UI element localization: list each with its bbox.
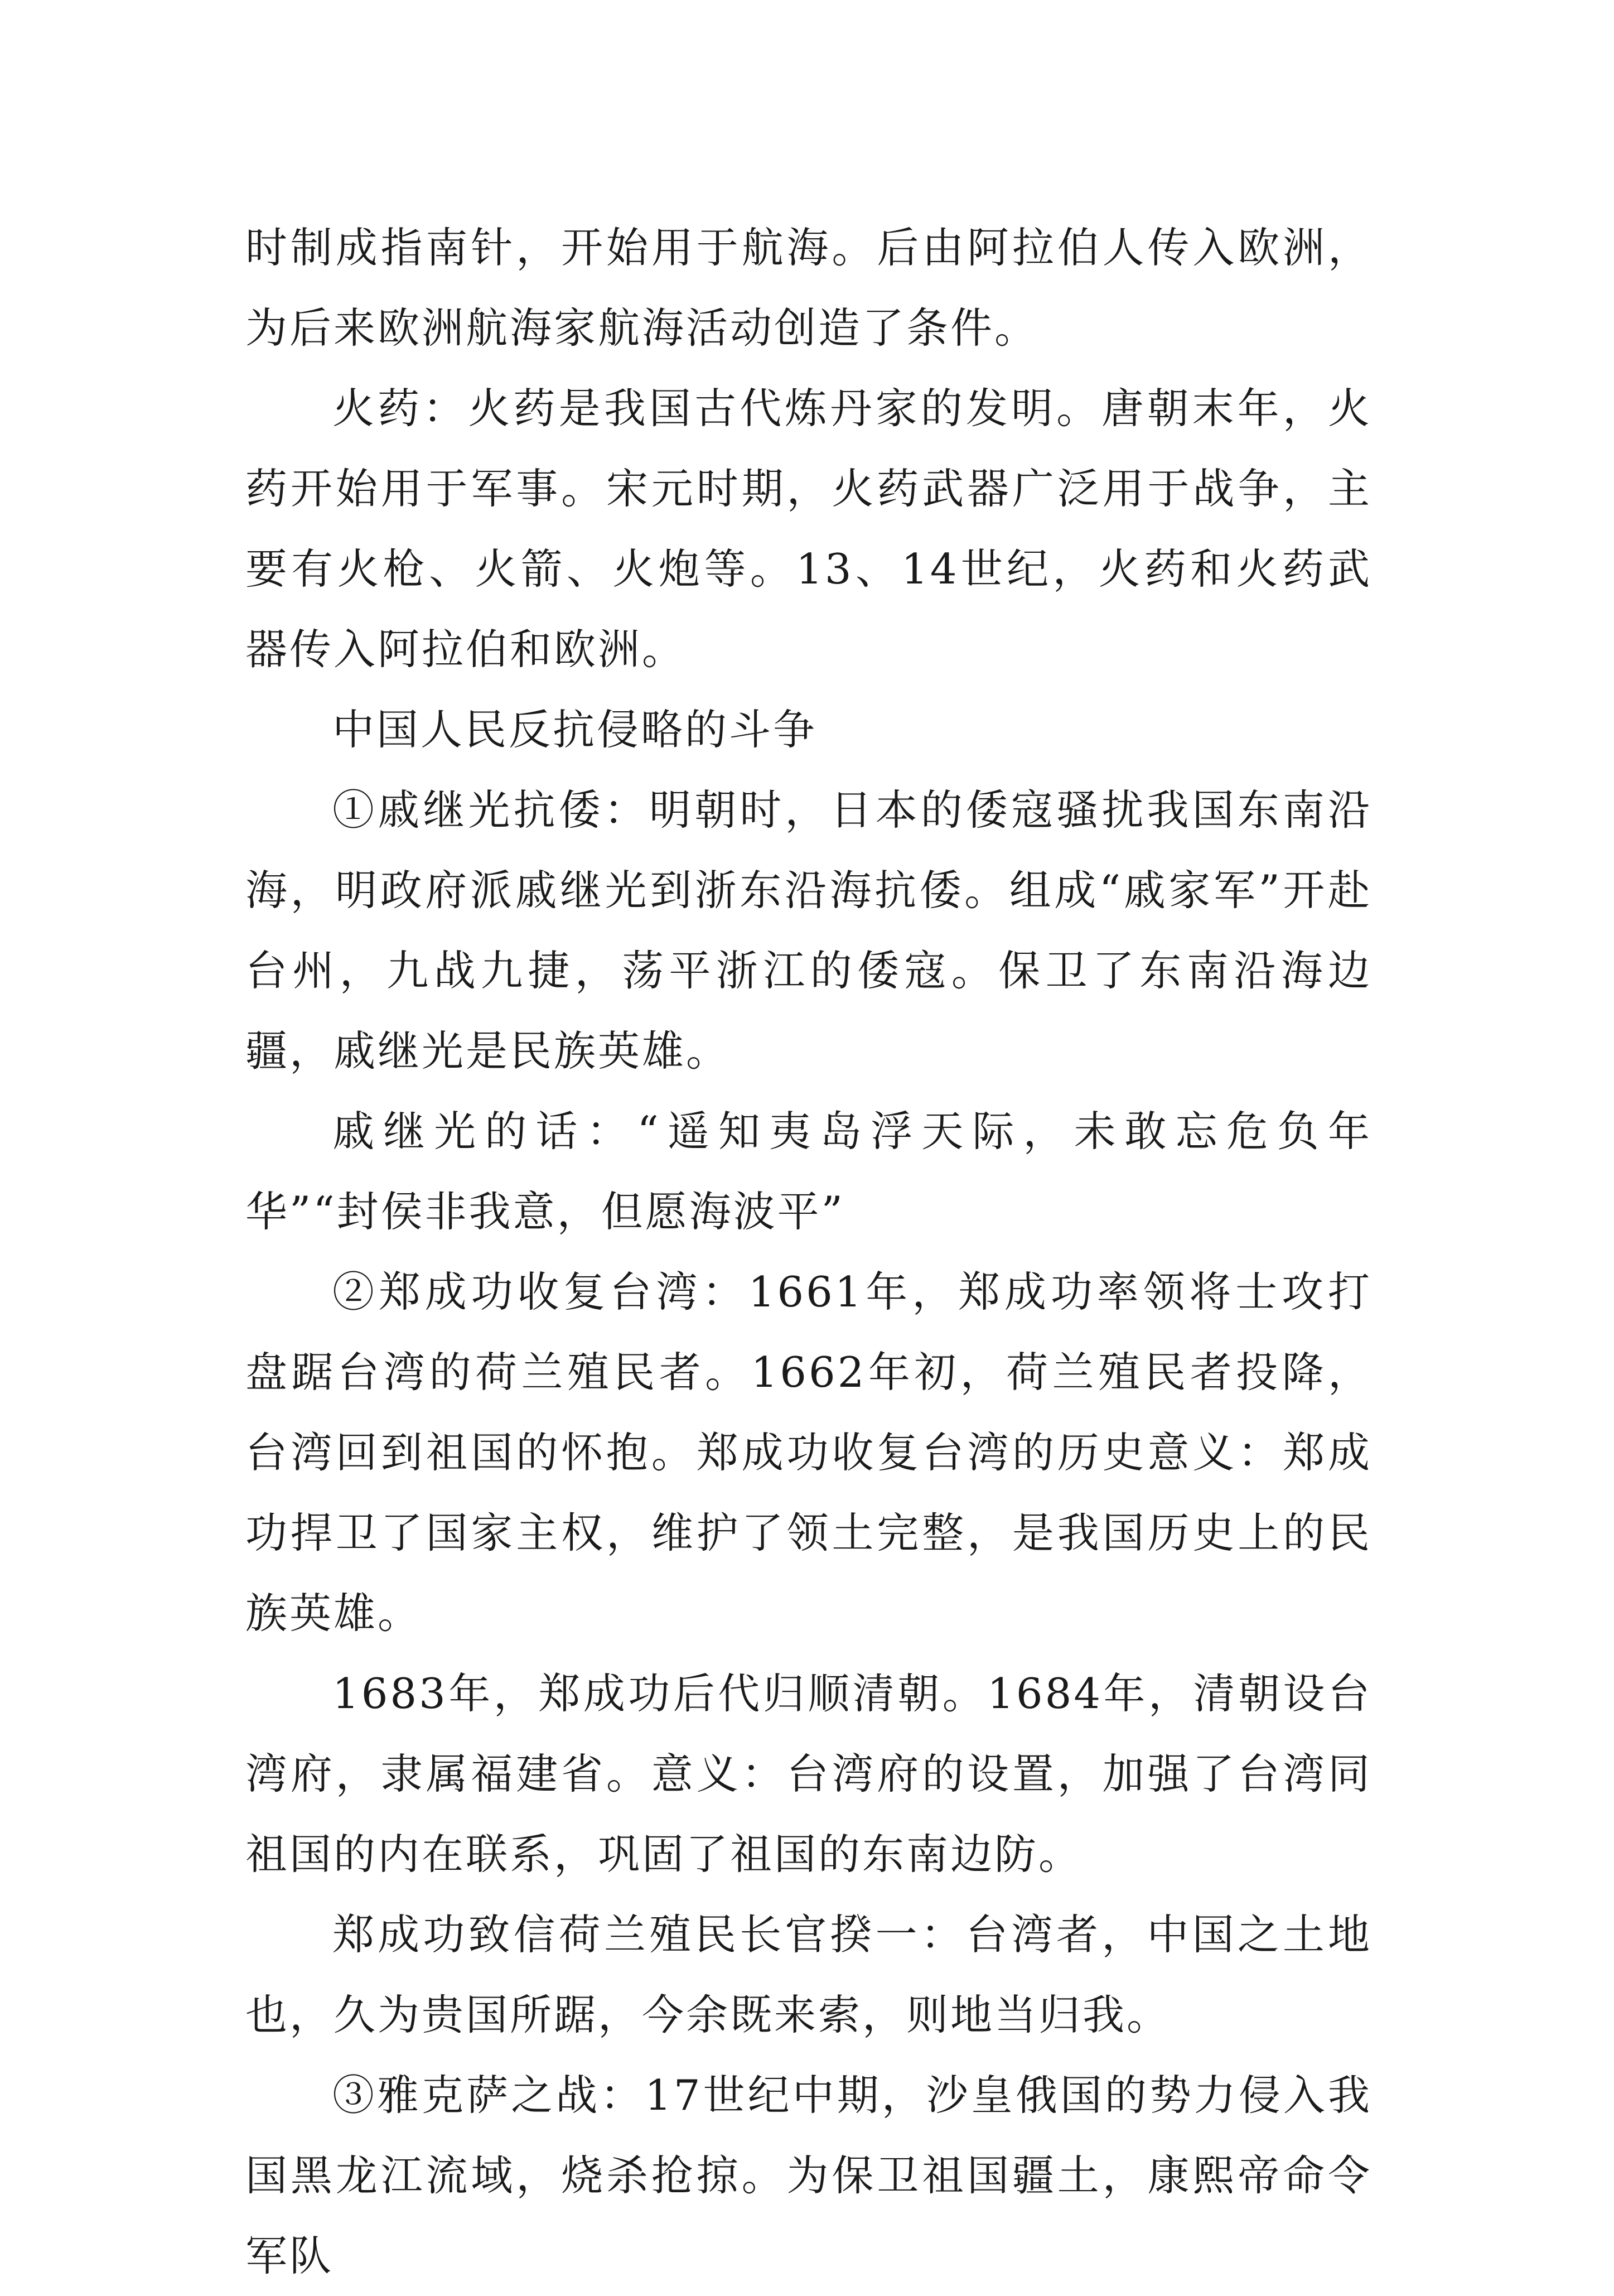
paragraph-zheng-letter: 郑成功致信荷兰殖民长官揆一：台湾者，中国之土地也，久为贵国所踞，今余既来索，则地当归我。	[245, 1910, 1372, 2039]
paragraph-zheng-chenggong: ②郑成功收复台湾：1661年，郑成功率领将士攻打盘踞台湾的荷兰殖民者。1662年初，荷兰殖民者投降，台湾回到祖国的怀抱。郑成功收复台湾的历史意义：郑成功捍卫了国家主权，维护了领土完整，是我国历史上的民族英雄。	[245, 1267, 1372, 1638]
document-body	[245, 208, 1372, 2296]
section-heading-resistance: 中国人民反抗侵略的斗争	[332, 705, 818, 754]
paragraph-qi-jiguang-quote: 戚继光的话：“遥知夷岛浮天际，未敢忘危负年华”“封侯非我意，但愿海波平”	[245, 1107, 1372, 1236]
paragraph-compass-continued: 时制成指南针，开始用于航海。后由阿拉伯人传入欧洲，为后来欧洲航海家航海活动创造了条件。	[245, 223, 1372, 353]
paragraph-yaksa-battle: ③雅克萨之战：17世纪中期，沙皇俄国的势力侵入我国黑龙江流域，烧杀抢掠。为保卫祖国疆土，康熙帝命令军队	[245, 2071, 1372, 2280]
paragraph-taiwan-prefecture: 1683年，郑成功后代归顺清朝。1684年，清朝设台湾府，隶属福建省。意义：台湾府的设置，加强了台湾同祖国的内在联系，巩固了祖国的东南边防。	[245, 1669, 1372, 1879]
paragraph-qi-jiguang: ①戚继光抗倭：明朝时，日本的倭寇骚扰我国东南沿海，明政府派戚继光到浙东沿海抗倭。组成“戚家军”开赴台州，九战九捷，荡平浙江的倭寇。保卫了东南沿海边疆，戚继光是民族英雄。	[245, 785, 1372, 1075]
paragraph-gunpowder: 火药：火药是我国古代炼丹家的发明。唐朝末年，火药开始用于军事。宋元时期，火药武器广泛用于战争，主要有火枪、火箭、火炮等。13、14世纪，火药和火药武器传入阿拉伯和欧洲。	[245, 384, 1372, 674]
